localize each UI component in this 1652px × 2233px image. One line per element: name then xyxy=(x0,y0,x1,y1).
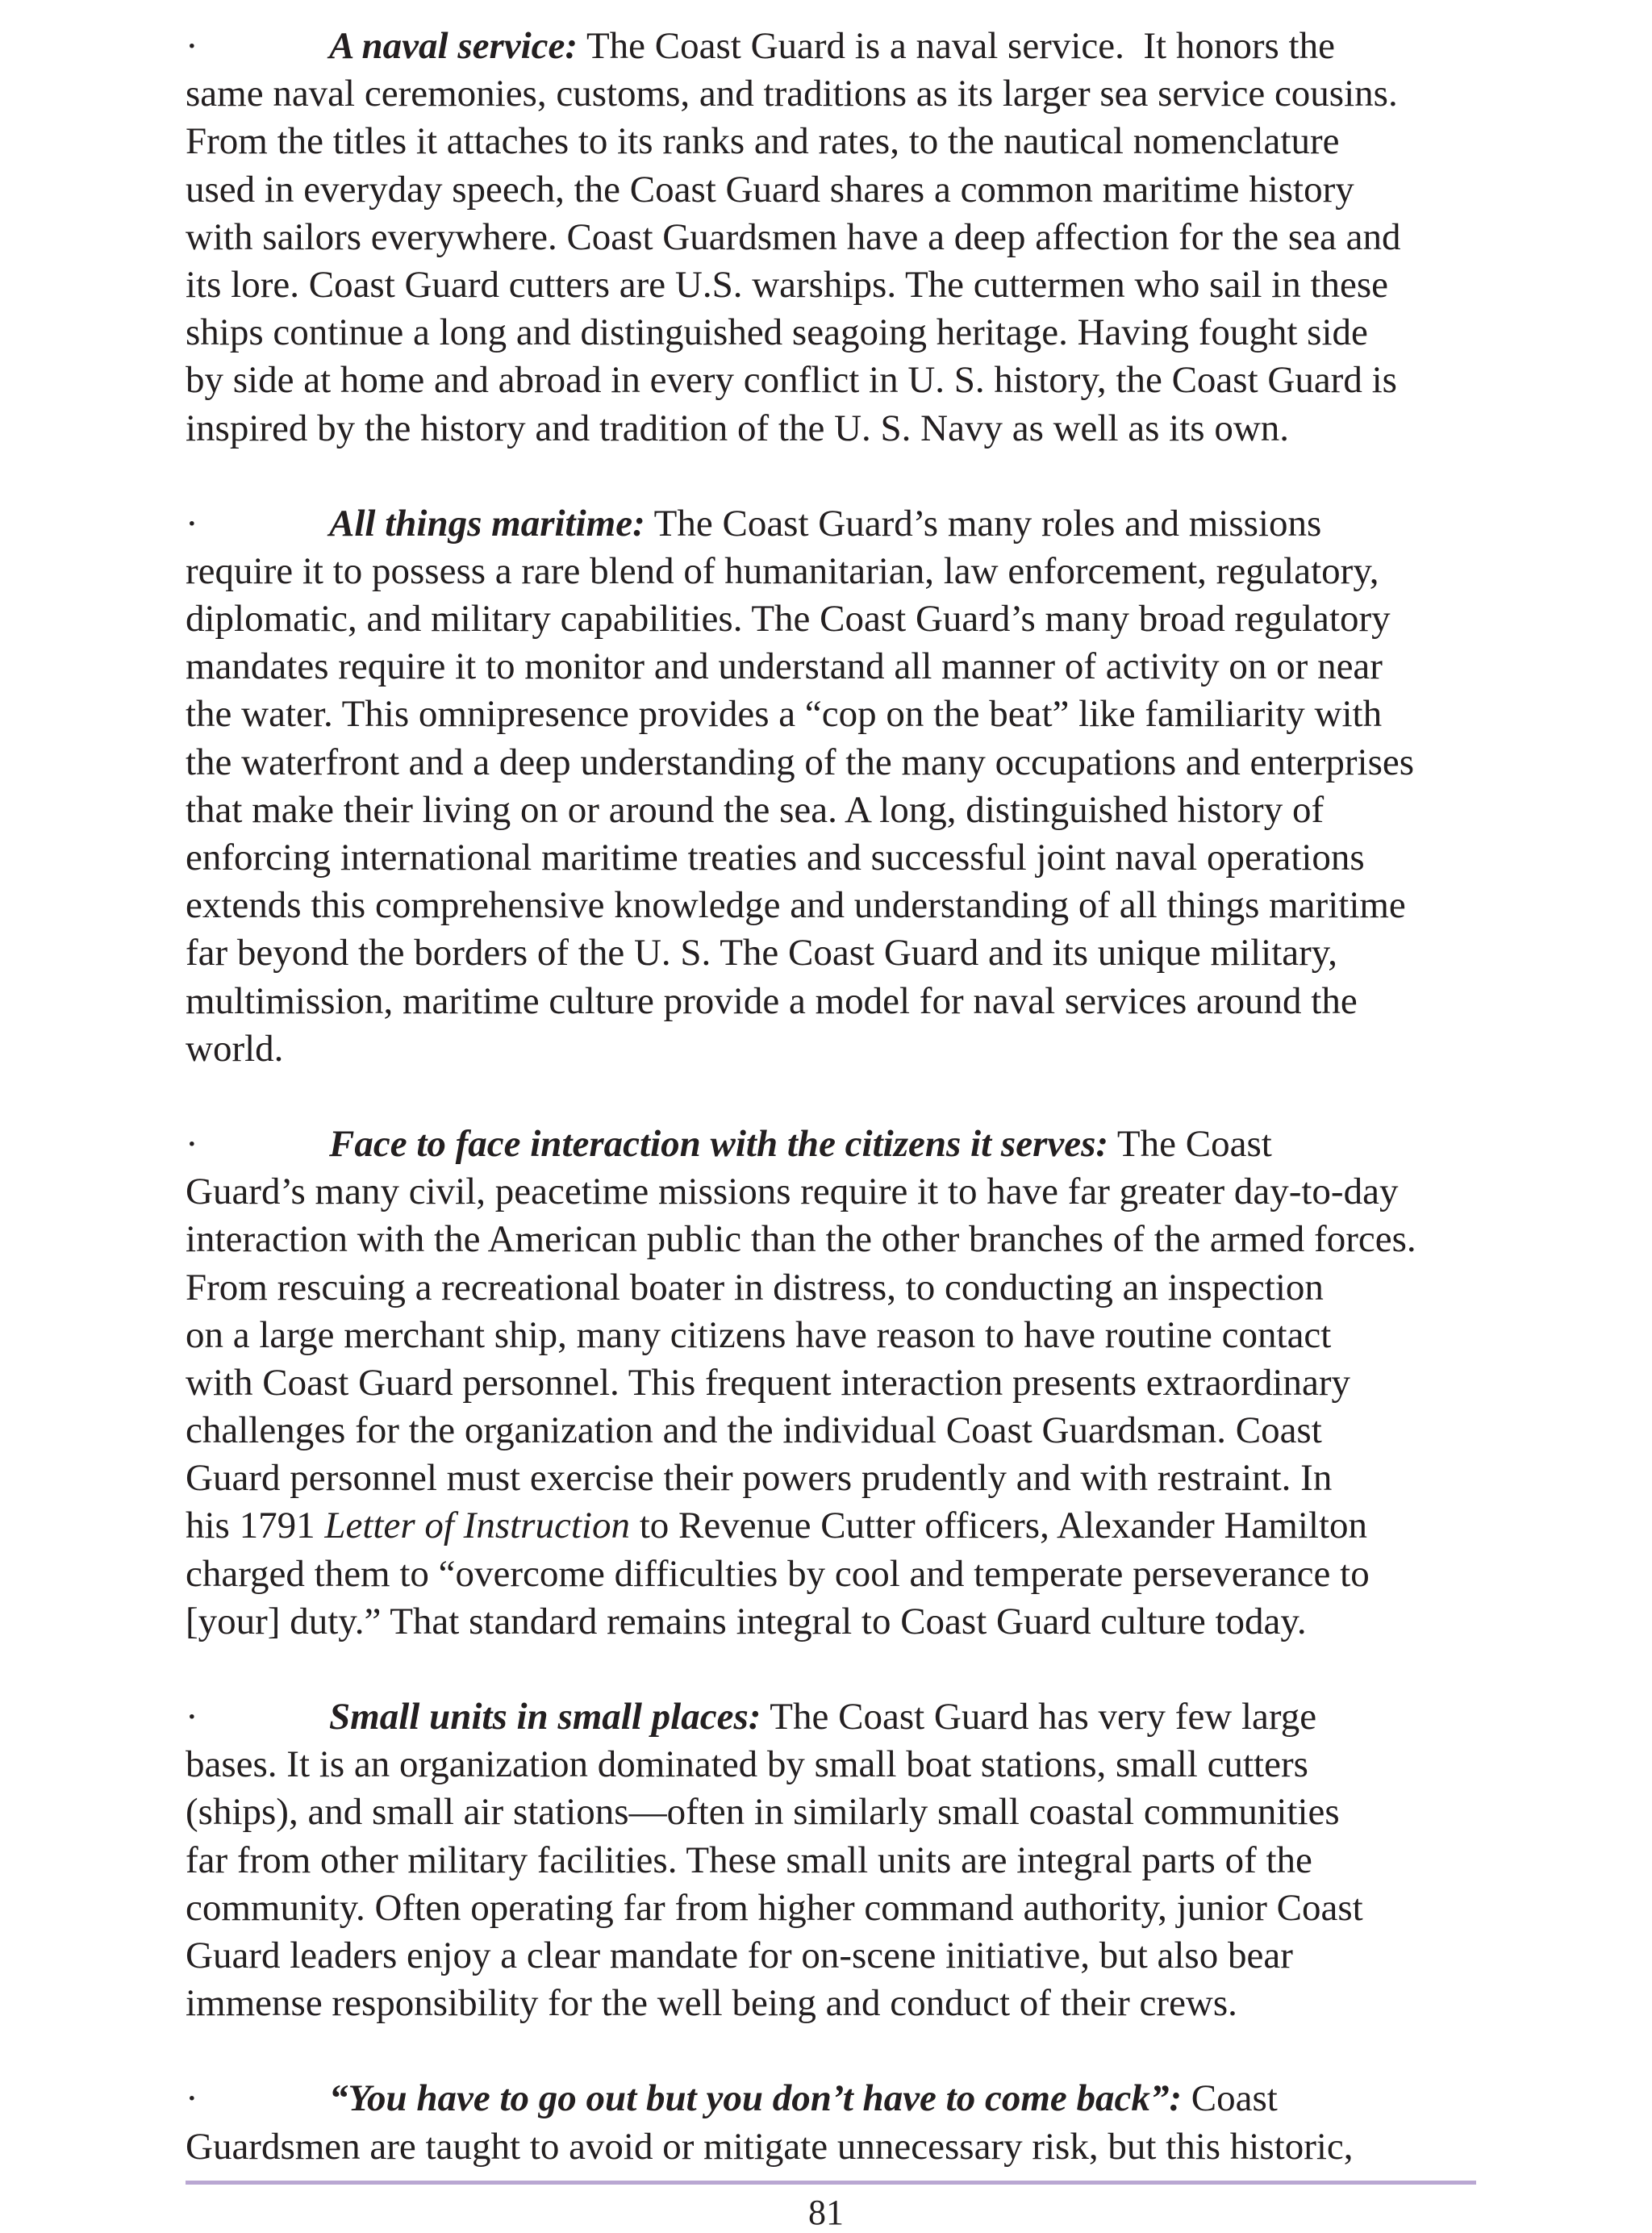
letter-line-before: his 1791 xyxy=(186,1505,325,1547)
body-line: Guard’s many civil, peacetime missions require it to have far greater day-to-day xyxy=(186,1171,1399,1213)
body-line: world. xyxy=(186,1027,284,1070)
body-line: ships continue a long and distinguished seagoing heritage. Having fought side xyxy=(186,311,1368,354)
body-line: enforcing international maritime treaties and successful joint naval operations xyxy=(186,837,1365,879)
section-face-to-face xyxy=(186,1121,1492,1646)
bullet-dot: · xyxy=(186,2077,198,2120)
body-line: (ships), and small air stations—often in similarly small coastal communities xyxy=(186,1791,1340,1834)
body-line: From rescuing a recreational boater in distress, to conducting an inspection xyxy=(186,1266,1324,1308)
letter-line-after: to Revenue Cutter officers, Alexander Hamilton xyxy=(629,1505,1368,1547)
section-first-line-text: Coast xyxy=(1182,2077,1278,2120)
section-heading-line xyxy=(186,1121,1492,1168)
body-line: far beyond the borders of the U. S. The Coast Guard and its unique military, xyxy=(186,932,1337,975)
body-line: Guard personnel must exercise their powers prudently and with restraint. In xyxy=(186,1457,1333,1500)
body-line: multimission, maritime culture provide a model for naval services around the xyxy=(186,979,1358,1022)
section-first-line-text: The Coast Guard has very few large xyxy=(761,1696,1317,1738)
body-line: [your] duty.” That standard remains integral to Coast Guard culture today. xyxy=(186,1600,1307,1642)
body-line: extends this comprehensive knowledge and understanding of all things maritime xyxy=(186,884,1406,927)
body-line: charged them to “overcome difficulties by cool and temperate perseverance to xyxy=(186,1552,1370,1595)
bullet-dot: · xyxy=(186,502,198,545)
body-line-letter xyxy=(186,1502,1492,1550)
section-small-units xyxy=(186,1693,1492,2027)
body-line: Guardsmen are taught to avoid or mitigate unnecessary risk, but this historic, xyxy=(186,2125,1354,2168)
section-term: A naval service: xyxy=(329,25,578,67)
body-line: with sailors everywhere. Coast Guardsmen have a deep affection for the sea and xyxy=(186,215,1401,258)
body-line: its lore. Coast Guard cutters are U.S. warships. The cuttermen who sail in these xyxy=(186,263,1389,306)
section-all-things-maritime xyxy=(186,500,1492,1073)
body-line: diplomatic, and military capabilities. The Coast Guard’s many broad regulatory xyxy=(186,598,1391,641)
section-term: All things maritime: xyxy=(329,502,645,545)
body-line: same naval ceremonies, customs, and traditions as its larger sea service cousins. xyxy=(186,73,1398,115)
body-line: From the titles it attaches to its ranks and rates, to the nautical nomenclature xyxy=(186,120,1340,163)
section-heading-line xyxy=(186,23,1492,70)
body-line: that make their living on or around the sea. A long, distinguished history of xyxy=(186,788,1325,831)
section-first-line-text: The Coast Guard is a naval service. It honors the xyxy=(578,25,1335,67)
section-heading-line xyxy=(186,500,1492,548)
footer-rule xyxy=(186,2181,1476,2185)
page-number: 81 xyxy=(808,2193,844,2232)
section-term: “You have to go out but you don’t have to come back”: xyxy=(329,2077,1183,2120)
body-line: by side at home and abroad in every conflict in U. S. history, the Coast Guard is xyxy=(186,359,1397,402)
body-line: inspired by the history and tradition of the U. S. Navy as well as its own. xyxy=(186,407,1290,449)
body-line: Guard leaders enjoy a clear mandate for on-scene initiative, but also bear xyxy=(186,1934,1293,1976)
section-naval-service xyxy=(186,23,1492,453)
document-body xyxy=(186,23,1492,2218)
section-heading-line xyxy=(186,2075,1492,2122)
body-line: on a large merchant ship, many citizens have reason to have routine contact xyxy=(186,1313,1332,1356)
bullet-dot: · xyxy=(186,25,198,67)
body-line: challenges for the organization and the individual Coast Guardsman. Coast xyxy=(186,1409,1322,1452)
section-go-out xyxy=(186,2075,1492,2170)
section-term: Face to face interaction with the citizens it serves: xyxy=(329,1122,1109,1165)
body-line: immense responsibility for the well being and conduct of their crews. xyxy=(186,1982,1237,2025)
letter-title: Letter of Instruction xyxy=(324,1505,630,1547)
bullet-dot: · xyxy=(186,1696,198,1738)
body-line: used in everyday speech, the Coast Guard shares a common maritime history xyxy=(186,168,1354,211)
body-line: require it to possess a rare blend of humanitarian, law enforcement, regulatory, xyxy=(186,549,1379,592)
body-line: bases. It is an organization dominated by small boat stations, small cutters xyxy=(186,1743,1308,1786)
body-line: with Coast Guard personnel. This frequent interaction presents extraordinary xyxy=(186,1361,1350,1404)
section-heading-line xyxy=(186,1693,1492,1741)
section-first-line-text: The Coast Guard’s many roles and missions xyxy=(645,502,1322,545)
body-line: far from other military facilities. These small units are integral parts of the xyxy=(186,1839,1312,1881)
bullet-dot: · xyxy=(186,1122,198,1165)
body-line: the waterfront and a deep understanding of the many occupations and enterprises xyxy=(186,741,1415,783)
body-line: interaction with the American public than the other branches of the armed forces. xyxy=(186,1218,1416,1261)
body-line: the water. This omnipresence provides a “cop on the beat” like familiarity with xyxy=(186,693,1383,736)
body-line: community. Often operating far from higher command authority, junior Coast xyxy=(186,1886,1363,1929)
body-line: mandates require it to monitor and understand all manner of activity on or near xyxy=(186,645,1383,688)
section-first-line-text: The Coast xyxy=(1108,1122,1272,1165)
section-term: Small units in small places: xyxy=(329,1696,761,1738)
